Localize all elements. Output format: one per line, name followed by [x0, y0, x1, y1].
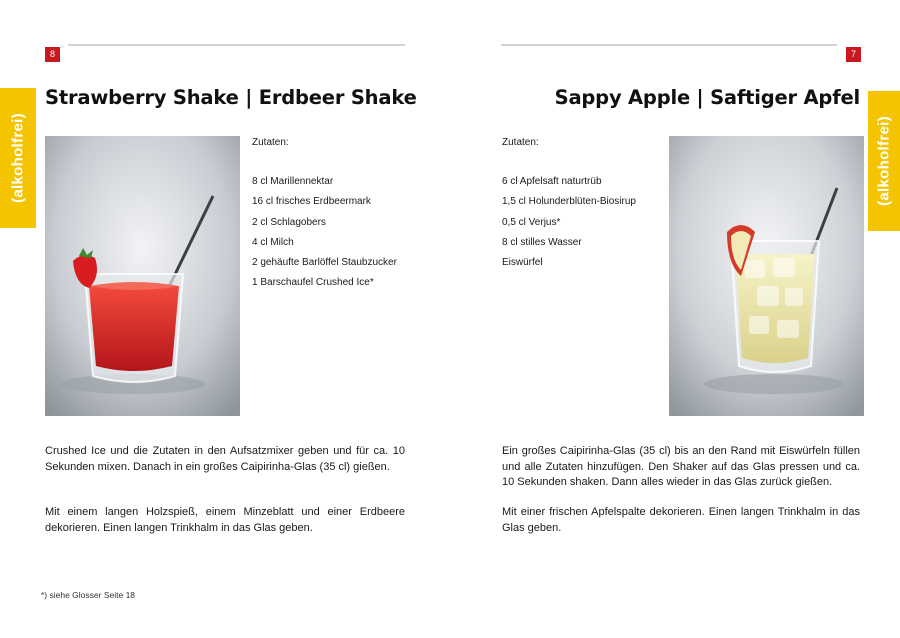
ingredient-item: 1 Barschaufel Crushed Ice*	[252, 277, 374, 289]
ingredient-item: 4 cl Milch	[252, 236, 294, 248]
ingredient-item: 16 cl frisches Erdbeermark	[252, 196, 371, 208]
instructions-paragraph-right-2: Mit einer frischen Apfelspalte dekorieren. Einen langen Trinkhalm in das Glas geben.	[502, 506, 860, 534]
ingredient-item: 8 cl stilles Wasser	[502, 236, 582, 248]
side-tab-right-label: (alkoholfrei)	[875, 116, 893, 206]
side-tab-right	[868, 91, 900, 231]
side-tab-left-label: (alkoholfrei)	[9, 113, 27, 203]
ingredient-item: 8 cl Marillennektar	[252, 176, 334, 187]
ingredient-item: 6 cl Apfelsaft naturtrüb	[502, 176, 602, 187]
instructions-paragraph-left-2: Mit einem langen Holzspieß, einem Minzeblatt und einer Erdbeere dekorieren. Einen langen Trinkhalm in das Glas geben.	[45, 506, 405, 534]
ingredients-list-right	[502, 172, 636, 273]
strawberry-shake-photo	[45, 136, 240, 416]
instructions-paragraph-left-1: Crushed Ice und die Zutaten in den Aufsatzmixer geben und für ca. 10 Sekunden mixen. Danach in ein großes Caipirinha-Glas (35 cl) gießen.	[45, 445, 405, 473]
page-number-right: 7	[846, 47, 861, 62]
header-rule-right	[501, 44, 837, 46]
ingredient-item: 0,5 cl Verjus*	[502, 216, 561, 228]
side-tab-left	[0, 88, 36, 228]
footnote: *) siehe Glosser Seite 18	[41, 590, 136, 600]
recipe-title-right: Sappy Apple | Saftiger Apfel	[554, 86, 860, 109]
ingredient-item: 2 cl Schlagobers	[252, 216, 326, 228]
ingredient-item: Eiswürfel	[502, 257, 543, 269]
ingredient-item: 2 gehäufte Barlöffel Staubzucker	[252, 257, 397, 269]
page-number-left: 8	[45, 47, 60, 62]
ingredient-item: 1,5 cl Holunderblüten-Biosirup	[502, 196, 636, 208]
ingredients-list-left	[252, 172, 397, 294]
instructions-paragraph-right-1: Ein großes Caipirinha-Glas (35 cl) bis an den Rand mit Eiswürfeln füllen und alle Zutaten hinzufügen. Den Shaker auf das Glas pressen und ca. 10 Sekunden shaken. Dann alles wieder in das Glas zurück gießen.	[502, 445, 860, 488]
sappy-apple-photo	[669, 136, 864, 416]
ingredients-heading-right: Zutaten:	[502, 137, 539, 148]
recipe-title-left: Strawberry Shake | Erdbeer Shake	[45, 86, 417, 109]
header-rule-left	[68, 44, 405, 46]
ingredients-heading-left: Zutaten:	[252, 137, 289, 148]
